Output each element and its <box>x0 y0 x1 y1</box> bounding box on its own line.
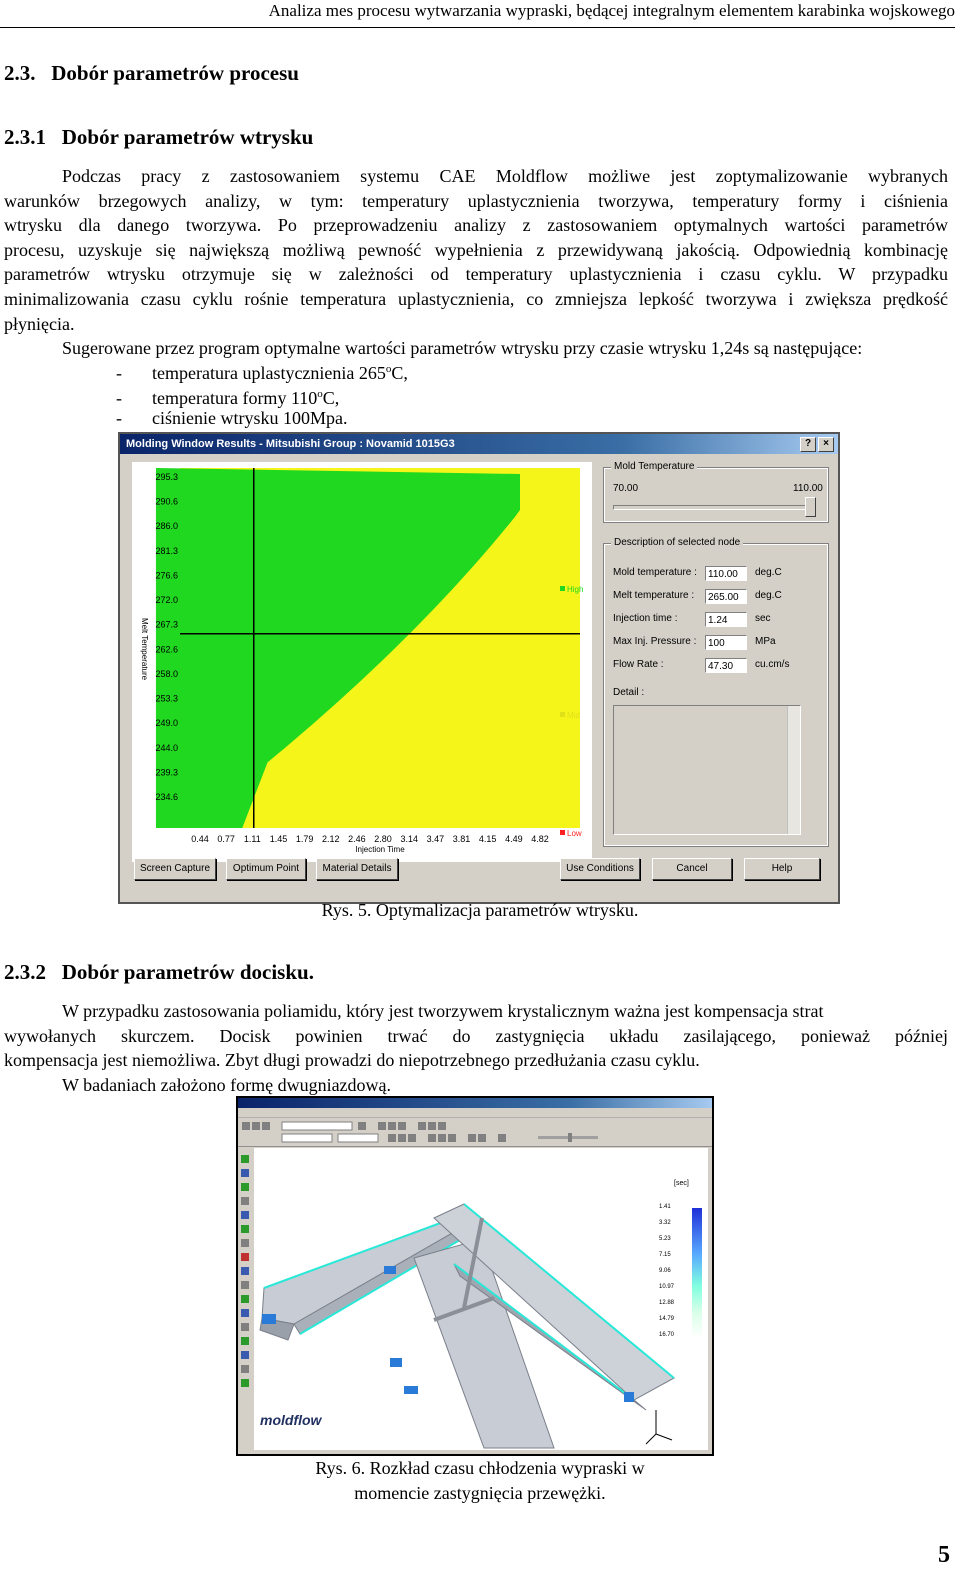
molding-window-screenshot <box>118 432 840 904</box>
moldflow-menubar <box>238 1108 712 1118</box>
y-tick-label: 295.3 <box>155 472 178 482</box>
cancel-button[interactable]: Cancel <box>652 858 732 880</box>
x-tick-label: 3.14 <box>400 834 418 844</box>
list-item: - ciśnienie wtrysku 100Mpa. <box>116 408 348 429</box>
mold-temp-slider-thumb[interactable] <box>805 497 816 517</box>
x-tick-label: 4.82 <box>531 834 549 844</box>
mold-temperature-field: 110.00 <box>705 566 747 581</box>
x-tick-label: 3.81 <box>452 834 471 844</box>
list-item: - temperatura uplastycznienia 265$^o$C, <box>116 363 408 383</box>
figure-6-caption-line2: momencie zastygnięcia przewężki. <box>354 1482 606 1503</box>
moldflow-screenshot <box>236 1096 714 1456</box>
x-tick-label: 4.15 <box>478 834 497 844</box>
use-conditions-button[interactable]: Use Conditions <box>560 858 640 880</box>
scale-label: 16.70 <box>659 1332 675 1338</box>
scale-labels <box>659 1204 689 1344</box>
paragraph-line: W przypadku zastosowania poliamidu, który jest tworzywem krystalicznym ważna jest kompensacja strat <box>62 1001 824 1021</box>
y-tick-label: 290.6 <box>155 496 178 507</box>
paragraph-line: W badaniach założono formę dwugniazdową. <box>62 1074 392 1095</box>
part-model <box>254 1148 708 1450</box>
legend-label: High <box>567 585 584 594</box>
max-pressure-field: 100 <box>705 635 747 650</box>
y-tick-label: 249.0 <box>155 718 178 729</box>
scale-label: 5.23 <box>659 1236 671 1242</box>
paragraph-intro: Sugerowane przez program optymalne wartości parametrów wtrysku przy czasie wtrysku 1,24s są następujące: <box>62 338 863 359</box>
scale-label: 9.06 <box>659 1268 671 1274</box>
y-tick-label: 262.6 <box>155 644 178 655</box>
paragraph-line: parametrów wtrysku otrzymuje się w zależności od temperatury uplastycznienia i czasu cyklu. W przypadku <box>4 264 948 285</box>
x-tick-label: 2.12 <box>322 834 340 844</box>
mold-temperature-group-title: Mold Temperature <box>611 461 697 472</box>
figure-6-caption <box>0 1456 960 1505</box>
close-title-button[interactable]: × <box>818 437 834 452</box>
scale-label: 7.15 <box>659 1252 671 1258</box>
moldflow-tool-strip <box>238 1147 252 1454</box>
toolbar-icons <box>238 1118 708 1146</box>
y-tick-label: 234.6 <box>155 792 178 802</box>
y-tick-label: 272.0 <box>155 595 178 606</box>
moldflow-viewport <box>254 1148 708 1450</box>
x-axis-label: Injection Time <box>355 845 405 854</box>
paragraph-holding-pressure <box>4 999 948 1097</box>
list-item: - temperatura formy 110$^o$C, <box>116 387 340 408</box>
window-title: Molding Window Results - Mitsubishi Group : Novamid 1015G3 <box>120 434 838 454</box>
legend-swatch <box>560 586 565 591</box>
material-details-button[interactable]: Material Details <box>316 858 398 880</box>
molding-window-chart <box>132 462 592 862</box>
y-tick-label: 267.3 <box>155 619 178 630</box>
paragraph-line: płynięcia. <box>4 313 75 334</box>
paragraph-line: Podczas pracy z zastosowaniem systemu CAE Moldflow możliwe jest zoptymalizowanie wybranych <box>62 166 948 186</box>
x-tick-label: 4.49 <box>505 834 523 844</box>
x-tick-label: 0.44 <box>191 834 209 844</box>
help-button[interactable]: Help <box>744 858 820 880</box>
section-2-3-heading: 2.3. Dobór parametrów procesu <box>4 61 299 85</box>
mold-temperature-group <box>604 461 828 522</box>
legend-swatch <box>560 830 565 835</box>
y-axis-label: Melt Temperature <box>140 618 149 681</box>
y-tick-label: 281.3 <box>155 545 178 556</box>
moldflow-logo: moldflow <box>260 1412 322 1428</box>
x-tick-label: 1.45 <box>269 834 288 844</box>
y-tick-label: 239.3 <box>155 767 178 778</box>
paragraph-injection <box>4 164 948 361</box>
paragraph-line: minimalizowania czasu cyklu rośnie temperatura uplastycznienia, co zmniejsza lepkość tworzywa i zwiększa prędkość <box>4 288 948 309</box>
moldflow-titlebar <box>238 1098 712 1108</box>
scale-label: 1.41 <box>659 1204 671 1210</box>
legend-swatch <box>560 712 565 717</box>
injection-time-field: 1.24 <box>705 612 747 627</box>
x-tick-label: 1.79 <box>295 834 314 844</box>
paragraph-line: wywołanych skurczem. Docisk powinien trwać do zastygnięcia układu zasilającego, ponieważ później <box>4 1025 948 1046</box>
y-tick-label: 286.0 <box>155 521 178 532</box>
paragraph-line: kompensacja jest niemożliwa. Zbyt długi prowadzi do niepotrzebnego przedłużania czasu cyklu. <box>4 1050 700 1071</box>
page-number: 5 <box>938 1542 950 1568</box>
x-tick-label: 3.47 <box>426 834 445 844</box>
optimum-point-button[interactable]: Optimum Point <box>226 858 306 880</box>
mold-temp-min: 70.00 <box>613 483 639 494</box>
selected-node-group: Description of selected node Mold temperature : 110.00 deg.C Melt temperature : 265.00 deg.C Injection time : 1.24 sec Max Inj. Pressure : 100 MPa Flow Rate : 47.30 cu.cm/s Detail : <box>604 544 828 846</box>
scale-label: 3.32 <box>659 1220 671 1226</box>
y-tick-label: 253.3 <box>155 693 178 704</box>
screen-capture-button[interactable]: Screen Capture <box>134 858 216 880</box>
parameter-list <box>116 357 716 431</box>
melt-temperature-field: 265.00 <box>705 589 747 604</box>
detail-scrollbar[interactable] <box>787 706 800 834</box>
mold-temp-max: 110.00 <box>793 483 823 494</box>
figure-5-caption: Rys. 5. Optymalizacja parametrów wtrysku. <box>321 900 639 920</box>
scale-unit: [sec] <box>674 1180 689 1187</box>
y-tick-label: 258.0 <box>155 668 178 679</box>
selected-node-group-title: Description of selected node <box>611 537 743 548</box>
paragraph-line: procesu, uzyskuje się największą możliwą pewność wypełnienia z przewidywaną jakością. Odpowiednią kombinację <box>4 239 948 260</box>
scale-label: 12.88 <box>659 1300 675 1306</box>
paragraph-line: warunków brzegowych analizy, w tym: temperatury uplastycznienia tworzywa, temperatury formy i ciśnienia <box>4 190 948 211</box>
figure-6-caption-line1: Rys. 6. Rozkład czasu chłodzenia wypraski w <box>315 1458 645 1478</box>
mold-temp-slider-track[interactable] <box>613 505 815 510</box>
x-tick-label: 2.80 <box>374 834 392 844</box>
x-tick-label: 1.11 <box>243 834 261 844</box>
help-title-button[interactable]: ? <box>800 437 816 452</box>
legend-label: Low <box>567 829 582 838</box>
running-header: Analiza mes procesu wytwarzania wypraski, będącej integralnym elementem karabinka wojskowego <box>0 0 955 28</box>
flow-rate-field: 47.30 <box>705 658 747 673</box>
scale-label: 14.79 <box>659 1316 675 1322</box>
detail-textarea[interactable] <box>613 705 801 835</box>
y-tick-label: 276.6 <box>155 570 178 581</box>
x-tick-label: 2.46 <box>348 834 366 844</box>
scale-label: 10.97 <box>659 1284 675 1290</box>
moldflow-toolbar <box>238 1118 712 1147</box>
x-tick-label: 0.77 <box>217 834 235 844</box>
section-2-3-1-heading: 2.3.1 Dobór parametrów wtrysku <box>4 125 314 149</box>
detail-label: Detail : <box>613 687 645 698</box>
section-2-3-2-heading: 2.3.2 Dobór parametrów docisku. <box>4 960 314 984</box>
paragraph-line: wtrysku dla danego tworzywa. Po przeprowadzeniu analizy z zastosowaniem optymalnych wartości parametrów <box>4 215 948 236</box>
molding-window-plot <box>132 462 592 862</box>
y-tick-label: 244.0 <box>155 742 178 753</box>
legend-label: Mid <box>567 711 580 720</box>
